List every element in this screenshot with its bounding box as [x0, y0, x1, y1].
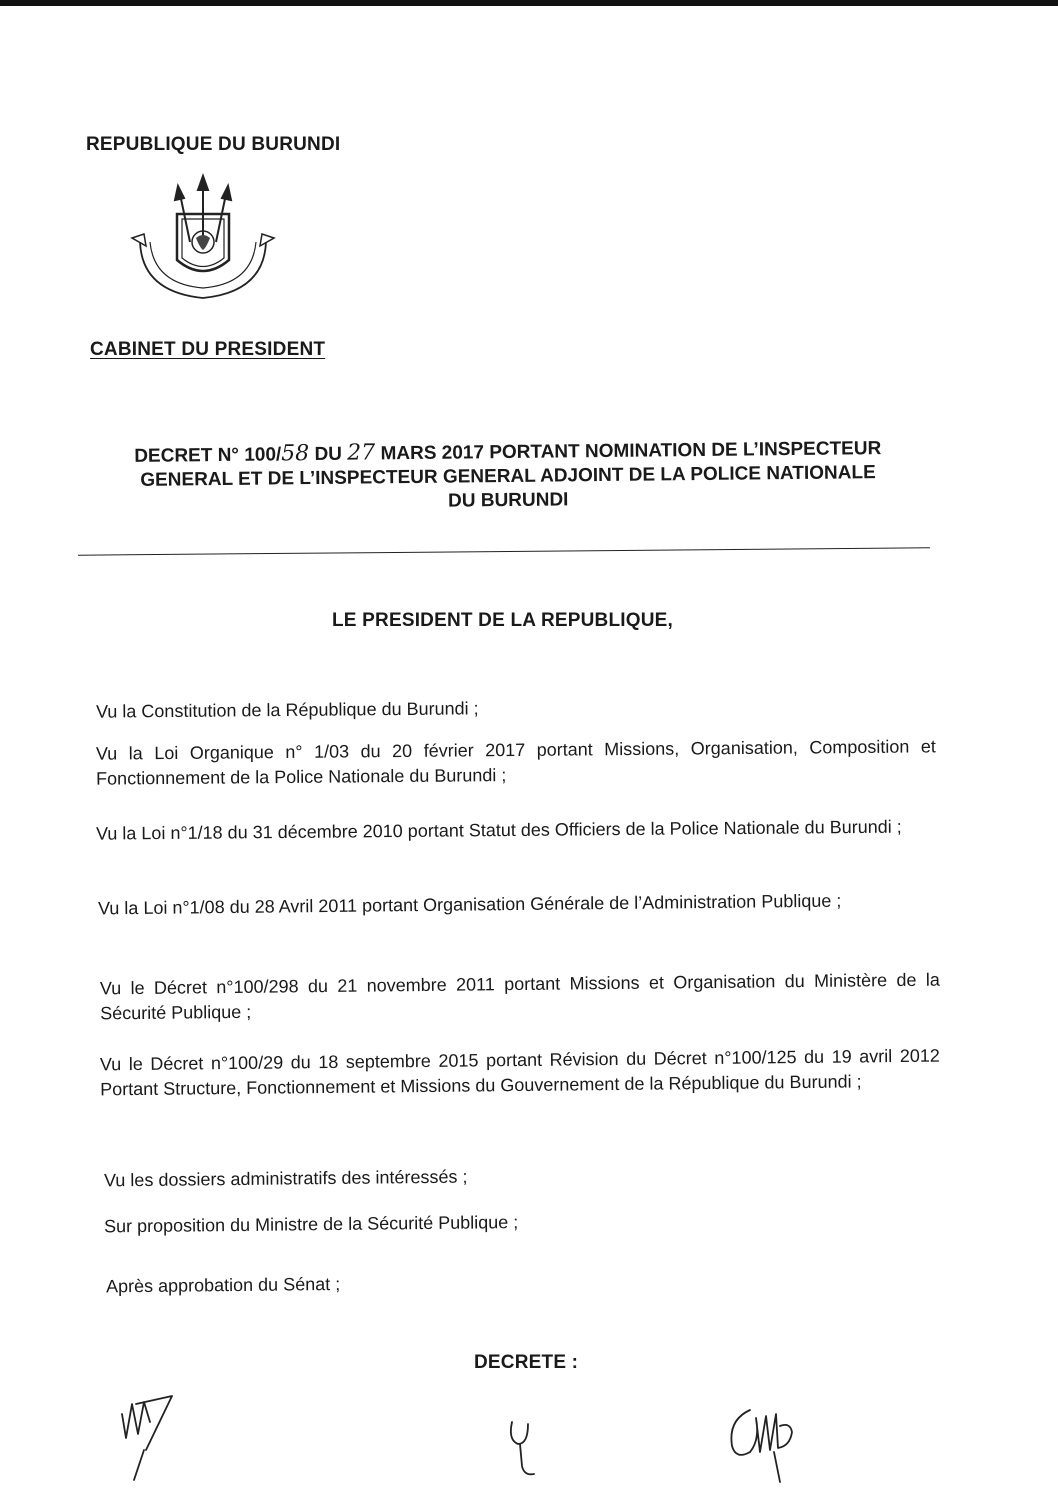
consideration-item: Vu le Décret n°100/29 du 18 septembre 2015 portant Révision du Décret n°100/125 du 19 avril 2012 Portant Structure, Fonctionnement et Missions du Gouvernement de la République du Burundi ;	[99, 1045, 940, 1100]
decrete-heading: DECRETE :	[474, 1352, 579, 1373]
decree-title-line-3: DU BURUNDI	[447, 489, 569, 512]
consideration-item: Vu le Décret n°100/298 du 21 novembre 2011 portant Missions et Organisation du Ministère de la Sécurité Publique ;	[99, 969, 940, 1024]
burundi-coat-of-arms-icon	[122, 172, 284, 310]
consideration-item: Vu la Constitution de la République du Burundi ;	[95, 698, 479, 722]
consideration-item: Vu les dossiers administratifs des intéressés ;	[103, 1166, 468, 1191]
president-heading: LE PRESIDENT DE LA REPUBLIQUE,	[332, 610, 673, 631]
cabinet-heading: CABINET DU PRESIDENT	[90, 339, 326, 360]
decree-number-prefix: DECRET N° 100/	[134, 444, 282, 467]
decree-day-handwritten: 27	[347, 440, 376, 466]
decree-title	[90, 436, 927, 518]
scan-top-edge	[0, 0, 1058, 6]
consideration-item: Vu la Loi Organique n° 1/03 du 20 février 2017 portant Missions, Organisation, Composition et Fonctionnement de la Police Nationale du Burundi ;	[95, 736, 936, 789]
initials-mark-icon	[116, 1394, 186, 1489]
consideration-item: Vu la Loi n°1/08 du 28 Avril 2011 portant Organisation Générale de l’Administration Publique ;	[97, 890, 842, 919]
republic-heading: REPUBLIQUE DU BURUNDI	[86, 134, 341, 155]
decree-title-line-2: GENERAL ET DE L’INSPECTEUR GENERAL ADJOINT DE LA POLICE NATIONALE	[140, 462, 876, 491]
decree-number-handwritten: 58	[281, 441, 310, 467]
consideration-item: Sur proposition du Ministre de la Sécurité Publique ;	[103, 1212, 519, 1237]
decree-date-du: DU	[309, 443, 348, 466]
decree-title-rest: MARS 2017 PORTANT NOMINATION DE L’INSPECTEUR	[375, 438, 882, 465]
consideration-item: Vu la Loi n°1/18 du 31 décembre 2010 portant Statut des Officiers de la Police Nationale du Burundi ;	[95, 816, 902, 844]
consideration-item: Après approbation du Sénat ;	[105, 1273, 341, 1297]
title-divider	[78, 547, 930, 555]
initials-mark-icon	[504, 1414, 544, 1489]
signature-mark-icon	[720, 1396, 810, 1491]
